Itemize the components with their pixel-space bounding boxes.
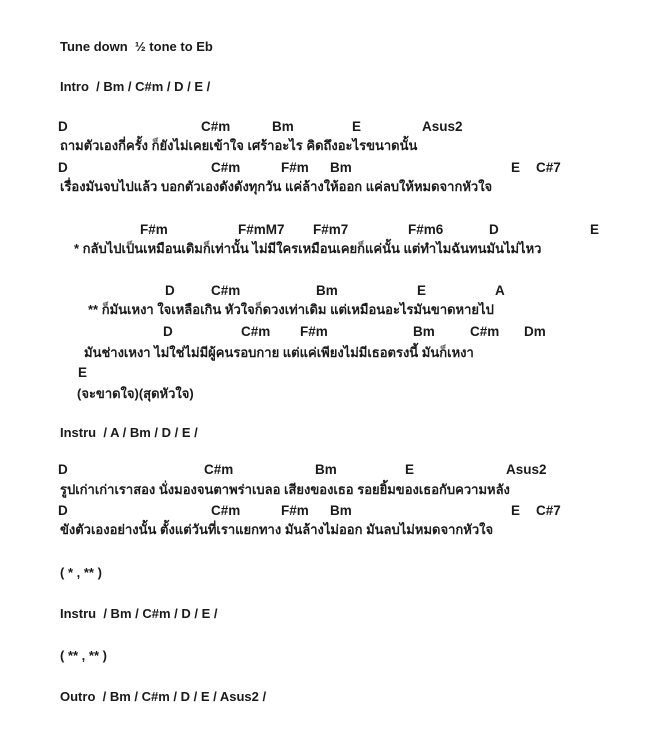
outro-line: Outro / Bm / C#m / D / E / Asus2 / — [60, 689, 267, 704]
chord-label: F#m — [281, 160, 309, 175]
chord-label: Bm — [330, 160, 352, 175]
lyric-line: ** ก็มันเหงา ใจเหลือเกิน หัวใจก็ดวงเท่าเดิม แต่เหมือนอะไรมันขาดหายไป — [88, 302, 494, 317]
chord-label: F#m7 — [313, 222, 349, 237]
chord-label: Asus2 — [506, 462, 547, 477]
chord-label: D — [58, 160, 68, 175]
chord-label: E — [405, 462, 415, 477]
chord-label: C#m — [241, 324, 271, 339]
chord-label: E — [511, 503, 521, 518]
chord-label: F#m — [140, 222, 168, 237]
chord-label: E — [417, 283, 427, 298]
chord-label: C#m — [201, 119, 231, 134]
chord-label: C#m — [211, 503, 241, 518]
chord-label: C#m — [470, 324, 500, 339]
instru-line: Instru / A / Bm / D / E / — [60, 425, 198, 440]
chord-label: Bm — [316, 283, 338, 298]
chord-label: F#m — [281, 503, 309, 518]
lyric-line: เรื่องมันจบไปแล้ว บอกตัวเองดังดังทุกวัน แค่ล้างให้ออก แค่ลบให้หมดจากหัวใจ — [60, 179, 493, 194]
chord-label: Dm — [524, 324, 546, 339]
lyric-line: มันช่างเหงา ไม่ใช่ไม่มีผู้คนรอบกาย แต่แค่เพียงไม่มีเธอตรงนี้ มันก็เหงา — [84, 345, 474, 360]
chord-label: C#m — [204, 462, 234, 477]
lyric-line: รูปเก่าเก่าเราสอง นั่งมองจนตาพร่าเบลอ เสียงของเธอ รอยยิ้มของเธอกับความหลัง — [60, 482, 510, 497]
repeat-line: ( ** , ** ) — [60, 648, 107, 663]
chord-label: D — [163, 324, 173, 339]
chord-label: D — [165, 283, 175, 298]
chord-label: D — [58, 503, 68, 518]
chord-label: E — [590, 222, 600, 237]
chord-label: C#7 — [536, 503, 561, 518]
chord-label: A — [495, 283, 505, 298]
chord-label: C#m — [211, 283, 241, 298]
chord-label: D — [58, 119, 68, 134]
chord-label: F#mM7 — [238, 222, 285, 237]
chord-label: F#m — [300, 324, 328, 339]
chord-label: D — [489, 222, 499, 237]
chord-label: C#7 — [536, 160, 561, 175]
lyric-line: ขังตัวเองอย่างนั้น ตั้งแต่วันที่เราแยกทาง มันล้างไม่ออก มันลบไม่หมดจากหัวใจ — [60, 522, 494, 537]
chord-label: E — [511, 160, 521, 175]
lyric-line: * กลับไปเป็นเหมือนเดิมก็เท่านั้น ไม่มีใครเหมือนเคยก็แค่นั้น แต่ทำไมฉันทนมันไม่ไหว — [74, 241, 542, 256]
repeat-line: ( * , ** ) — [60, 565, 102, 580]
lyric-line: ถามตัวเองกี่ครั้ง ก็ยังไม่เคยเข้าใจ เศร้าอะไร คิดถึงอะไรขนาดนั้น — [60, 138, 418, 153]
tune-down-note: Tune down ½ tone to Eb — [60, 39, 213, 54]
intro-line: Intro / Bm / C#m / D / E / — [60, 79, 211, 94]
lyric-line: (จะขาดใจ)(สุดหัวใจ) — [77, 386, 194, 401]
chord-label: Bm — [330, 503, 352, 518]
chord-label: C#m — [211, 160, 241, 175]
chord-label: Bm — [272, 119, 294, 134]
chord-label: Asus2 — [422, 119, 463, 134]
chord-label: E — [78, 365, 88, 380]
instru-line: Instru / Bm / C#m / D / E / — [60, 606, 218, 621]
chord-label: D — [58, 462, 68, 477]
chord-label: Bm — [315, 462, 337, 477]
chord-label: F#m6 — [408, 222, 444, 237]
chord-label: Bm — [413, 324, 435, 339]
chord-label: E — [352, 119, 362, 134]
